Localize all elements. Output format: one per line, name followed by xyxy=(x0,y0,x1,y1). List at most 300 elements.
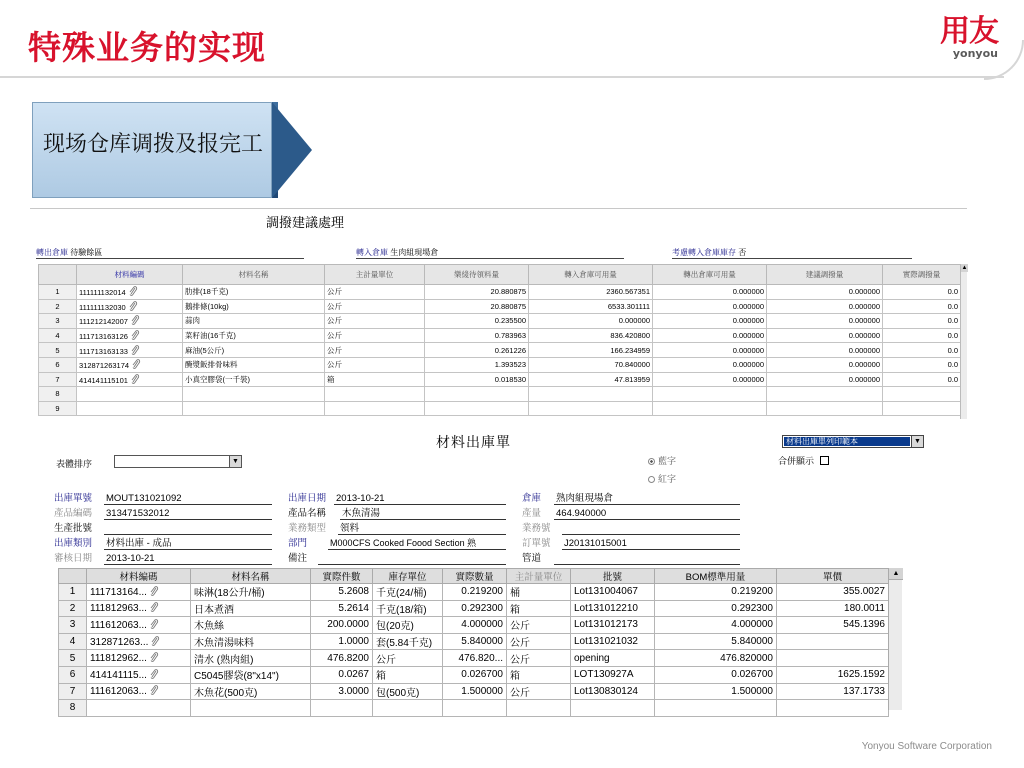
cell-text: 476.8200 xyxy=(327,652,369,664)
table-cell[interactable] xyxy=(325,401,425,416)
table-cell[interactable] xyxy=(653,357,767,372)
table-row[interactable] xyxy=(59,617,889,634)
checkbox-icon[interactable] xyxy=(820,456,829,465)
table-cell[interactable] xyxy=(883,299,961,314)
table-row[interactable] xyxy=(59,650,889,667)
radio-unselected-icon[interactable] xyxy=(648,476,655,483)
column-header[interactable]: 樂綫待領料量 xyxy=(425,265,529,285)
table-cell[interactable] xyxy=(373,617,443,634)
paperclip-icon[interactable] xyxy=(149,586,159,596)
issue-grid-scrollbar[interactable] xyxy=(888,568,902,710)
table-cell[interactable] xyxy=(443,650,507,667)
table-cell[interactable] xyxy=(183,387,325,402)
table-cell[interactable] xyxy=(325,299,425,314)
table-cell[interactable] xyxy=(443,633,507,650)
table-cell[interactable] xyxy=(325,387,425,402)
table-cell[interactable] xyxy=(883,328,961,343)
channel-field[interactable] xyxy=(522,552,541,565)
category-field[interactable] xyxy=(54,537,172,550)
cell-text: 桶 xyxy=(510,588,520,600)
table-cell[interactable] xyxy=(883,314,961,329)
paperclip-icon[interactable] xyxy=(150,636,160,646)
table-cell[interactable] xyxy=(77,314,183,329)
table-cell[interactable] xyxy=(507,650,571,667)
table-cell[interactable] xyxy=(77,357,183,372)
column-header[interactable]: 單價 xyxy=(777,569,889,584)
table-cell[interactable] xyxy=(571,666,655,683)
cell-text: 5.2608 xyxy=(338,586,369,598)
callout-text: 现场仓库调拨及报完工 xyxy=(42,132,263,157)
table-cell[interactable] xyxy=(311,600,373,617)
field-value: M000CFS Cooked Foood Section 熟 xyxy=(328,537,506,550)
row-index xyxy=(59,617,87,634)
radio-red-doc[interactable] xyxy=(648,472,676,485)
column-header[interactable]: 實際數量 xyxy=(443,569,507,584)
column-header[interactable]: 批號 xyxy=(571,569,655,584)
table-cell[interactable] xyxy=(191,666,311,683)
sort-select[interactable] xyxy=(114,455,242,468)
cell-text: 111713164... xyxy=(90,586,147,598)
table-cell[interactable] xyxy=(191,633,311,650)
table-cell[interactable] xyxy=(183,299,325,314)
column-header[interactable]: 轉入倉庫可用量 xyxy=(529,265,653,285)
cell-text: 7 xyxy=(55,374,60,384)
cell-text: 包(500克) xyxy=(376,687,420,699)
field-value: 領料 xyxy=(338,522,506,535)
chevron-down-icon[interactable]: ▼ xyxy=(229,456,241,467)
cell-text: 0.000000 xyxy=(848,316,880,326)
table-cell[interactable] xyxy=(507,683,571,700)
table-row[interactable] xyxy=(59,633,889,650)
table-cell[interactable] xyxy=(311,633,373,650)
table-cell[interactable] xyxy=(425,372,529,387)
table-cell[interactable] xyxy=(87,584,191,601)
table-row[interactable] xyxy=(59,600,889,617)
material-issue-window xyxy=(52,426,921,714)
table-cell[interactable] xyxy=(77,401,183,416)
table-cell[interactable] xyxy=(653,401,767,416)
table-cell[interactable] xyxy=(373,600,443,617)
table-cell[interactable] xyxy=(529,314,653,329)
cell-text: 小真空膠袋(一千裝) xyxy=(185,374,250,384)
table-cell[interactable] xyxy=(767,328,883,343)
field-label: 管道 xyxy=(522,553,542,564)
table-cell[interactable] xyxy=(571,600,655,617)
table-cell[interactable] xyxy=(325,372,425,387)
table-cell[interactable] xyxy=(571,700,655,717)
table-cell[interactable] xyxy=(183,328,325,343)
column-header[interactable]: 實際件數 xyxy=(311,569,373,584)
table-cell[interactable] xyxy=(883,343,961,358)
field-value xyxy=(104,522,272,535)
table-cell[interactable] xyxy=(777,650,889,667)
cell-text: 5.2614 xyxy=(338,602,369,614)
field-label: 考慮轉入倉庫庫存 xyxy=(672,248,736,257)
column-header[interactable]: 實際調撥量 xyxy=(883,265,961,285)
table-row[interactable] xyxy=(39,387,961,402)
radio-selected-icon[interactable] xyxy=(648,458,655,465)
table-cell[interactable] xyxy=(77,299,183,314)
table-cell[interactable] xyxy=(883,357,961,372)
paperclip-icon[interactable] xyxy=(128,286,138,296)
table-cell[interactable] xyxy=(655,666,777,683)
table-cell[interactable] xyxy=(373,683,443,700)
table-cell[interactable] xyxy=(655,600,777,617)
cell-text: 蒜肉 xyxy=(185,316,200,326)
table-cell[interactable] xyxy=(655,584,777,601)
table-cell[interactable] xyxy=(87,700,191,717)
table-cell[interactable] xyxy=(883,372,961,387)
cell-text: Lot131012210 xyxy=(574,602,638,614)
column-header[interactable]: 轉出倉庫可用量 xyxy=(653,265,767,285)
table-cell[interactable] xyxy=(653,343,767,358)
table-cell[interactable] xyxy=(529,285,653,300)
column-header[interactable] xyxy=(59,569,87,584)
company-logo xyxy=(940,16,998,60)
transfer-in-warehouse-field[interactable] xyxy=(356,247,624,259)
paperclip-icon[interactable] xyxy=(149,685,159,695)
table-cell[interactable] xyxy=(655,700,777,717)
table-cell[interactable] xyxy=(191,650,311,667)
table-cell[interactable] xyxy=(191,700,311,717)
table-cell[interactable] xyxy=(653,314,767,329)
table-cell[interactable] xyxy=(443,683,507,700)
table-cell[interactable] xyxy=(767,343,883,358)
column-header[interactable]: 材料編碼 xyxy=(87,569,191,584)
table-cell[interactable] xyxy=(507,666,571,683)
table-cell[interactable] xyxy=(883,401,961,416)
table-cell[interactable] xyxy=(777,666,889,683)
consider-inventory-field[interactable] xyxy=(672,247,912,259)
issue-date-field[interactable] xyxy=(288,492,385,505)
cell-text: 111212142007 xyxy=(79,317,128,327)
table-cell[interactable] xyxy=(311,683,373,700)
cell-text: 0.000000 xyxy=(732,301,764,311)
table-cell[interactable] xyxy=(655,617,777,634)
cell-text: 公斤 xyxy=(510,687,530,699)
table-cell[interactable] xyxy=(777,600,889,617)
field-label: 轉出倉庫 xyxy=(36,248,68,257)
table-cell[interactable] xyxy=(767,401,883,416)
cell-text: 0.0267 xyxy=(338,669,369,681)
cell-text: 0.261226 xyxy=(494,345,526,355)
column-header[interactable]: BOM標準用量 xyxy=(655,569,777,584)
table-row[interactable] xyxy=(39,299,961,314)
table-cell[interactable] xyxy=(87,650,191,667)
batch-field[interactable] xyxy=(54,522,92,535)
field-label: 出庫單號 xyxy=(54,493,93,504)
biz-no-field[interactable] xyxy=(522,522,551,535)
cell-text: 312871263174 xyxy=(79,361,130,371)
table-cell[interactable] xyxy=(767,299,883,314)
cell-text: 2 xyxy=(55,301,60,311)
table-row[interactable] xyxy=(39,401,961,416)
remark-field[interactable] xyxy=(288,552,307,565)
table-cell[interactable] xyxy=(777,683,889,700)
table-cell[interactable] xyxy=(571,683,655,700)
cell-text: 1625.1592 xyxy=(837,669,885,681)
paperclip-icon[interactable] xyxy=(130,330,140,340)
table-cell[interactable] xyxy=(653,299,767,314)
column-header[interactable]: 主計量單位 xyxy=(325,265,425,285)
paperclip-icon[interactable] xyxy=(130,374,140,384)
table-cell[interactable] xyxy=(183,401,325,416)
table-cell[interactable] xyxy=(507,600,571,617)
row-index xyxy=(39,343,77,358)
table-cell[interactable] xyxy=(87,666,191,683)
table-cell[interactable] xyxy=(425,328,529,343)
table-cell[interactable] xyxy=(571,617,655,634)
product-code-field[interactable] xyxy=(54,507,170,520)
table-cell[interactable] xyxy=(653,387,767,402)
logo-main-text: 用友 xyxy=(940,14,998,49)
table-cell[interactable] xyxy=(77,387,183,402)
chevron-down-icon[interactable]: ▼ xyxy=(911,436,923,447)
cell-text: 1.393523 xyxy=(494,360,526,370)
row-index xyxy=(39,401,77,416)
column-header[interactable]: 材料編碼 xyxy=(77,265,183,285)
cell-text: LOT130927A xyxy=(574,669,634,681)
cell-text: 5 xyxy=(55,345,60,355)
table-cell[interactable] xyxy=(767,357,883,372)
table-cell[interactable] xyxy=(425,401,529,416)
cell-text: 1.500000 xyxy=(461,685,503,697)
order-no-field[interactable] xyxy=(522,537,627,550)
merge-display-option[interactable] xyxy=(778,454,829,467)
transfer-out-warehouse-field[interactable] xyxy=(36,247,304,259)
column-header[interactable]: 材料名稱 xyxy=(183,265,325,285)
table-cell[interactable] xyxy=(529,387,653,402)
cell-text: 木魚絲 xyxy=(194,621,224,633)
paperclip-icon[interactable] xyxy=(149,669,159,679)
column-header[interactable]: 庫存單位 xyxy=(373,569,443,584)
table-cell[interactable] xyxy=(87,633,191,650)
table-cell[interactable] xyxy=(443,600,507,617)
cell-text: 0.0 xyxy=(947,360,958,370)
column-header[interactable]: 主計量單位 xyxy=(507,569,571,584)
table-cell[interactable] xyxy=(183,314,325,329)
table-cell[interactable] xyxy=(191,584,311,601)
table-cell[interactable] xyxy=(571,584,655,601)
cell-text: 8 xyxy=(55,389,60,399)
table-cell[interactable] xyxy=(425,299,529,314)
table-cell[interactable] xyxy=(777,617,889,634)
column-header[interactable]: 材料名稱 xyxy=(191,569,311,584)
field-value: 木魚清湯 xyxy=(340,507,506,520)
table-row[interactable] xyxy=(39,328,961,343)
table-cell[interactable] xyxy=(777,584,889,601)
logo-sub-text: yonyou xyxy=(952,47,998,60)
column-header[interactable]: 建議調撥量 xyxy=(767,265,883,285)
table-cell[interactable] xyxy=(183,357,325,372)
table-row[interactable] xyxy=(39,285,961,300)
cell-text: 公斤 xyxy=(510,654,530,666)
table-cell[interactable] xyxy=(325,328,425,343)
cell-text: 6 xyxy=(55,360,60,370)
paperclip-icon[interactable] xyxy=(149,652,159,662)
cell-text: 111713163133 xyxy=(79,346,128,356)
table-row[interactable] xyxy=(59,700,889,717)
audit-date-field[interactable] xyxy=(54,552,155,565)
field-value xyxy=(554,552,740,565)
table-cell[interactable] xyxy=(77,372,183,387)
table-cell[interactable] xyxy=(77,343,183,358)
table-cell[interactable] xyxy=(325,357,425,372)
table-cell[interactable] xyxy=(529,401,653,416)
table-cell[interactable] xyxy=(443,584,507,601)
table-cell[interactable] xyxy=(767,285,883,300)
table-cell[interactable] xyxy=(373,650,443,667)
table-cell[interactable] xyxy=(183,372,325,387)
table-cell[interactable] xyxy=(777,633,889,650)
table-cell[interactable] xyxy=(507,633,571,650)
table-row[interactable] xyxy=(59,683,889,700)
field-label: 業務號 xyxy=(522,523,551,534)
table-cell[interactable] xyxy=(373,700,443,717)
paperclip-icon[interactable] xyxy=(130,345,140,355)
cell-text: 111612063... xyxy=(90,686,147,698)
paperclip-icon[interactable] xyxy=(149,602,159,612)
table-cell[interactable] xyxy=(425,314,529,329)
field-value: 464.940000 xyxy=(554,507,740,520)
table-row[interactable] xyxy=(39,343,961,358)
table-cell[interactable] xyxy=(87,683,191,700)
table-cell[interactable] xyxy=(425,387,529,402)
field-value: 待驗餘區 xyxy=(70,248,103,257)
table-cell[interactable] xyxy=(325,343,425,358)
cell-text: 0.026700 xyxy=(461,669,503,681)
row-index xyxy=(59,633,87,650)
table-cell[interactable] xyxy=(507,700,571,717)
table-cell[interactable] xyxy=(529,299,653,314)
transfer-grid-scrollbar[interactable] xyxy=(960,264,967,419)
cell-text: 0.026700 xyxy=(731,669,773,681)
cell-text: Lot130830124 xyxy=(574,685,638,697)
scroll-up-icon[interactable]: ▲ xyxy=(961,265,968,271)
table-cell[interactable] xyxy=(425,343,529,358)
table-cell[interactable] xyxy=(571,650,655,667)
transfer-suggestion-window xyxy=(30,208,967,418)
table-cell[interactable] xyxy=(311,617,373,634)
cell-text: 0.018530 xyxy=(494,374,526,384)
doc-no-field[interactable] xyxy=(54,492,182,505)
table-cell[interactable] xyxy=(529,328,653,343)
table-cell[interactable] xyxy=(77,328,183,343)
paperclip-icon[interactable] xyxy=(149,619,159,629)
cell-text: 0.000000 xyxy=(848,374,880,384)
print-template-select[interactable] xyxy=(782,435,924,448)
table-cell[interactable] xyxy=(571,633,655,650)
paperclip-icon[interactable] xyxy=(131,359,141,369)
dept-field[interactable] xyxy=(288,537,477,550)
table-cell[interactable] xyxy=(443,700,507,717)
issue-detail-grid xyxy=(58,568,889,717)
table-cell[interactable] xyxy=(529,372,653,387)
table-cell[interactable] xyxy=(325,314,425,329)
cell-text: 箱 xyxy=(327,374,335,384)
table-cell[interactable] xyxy=(373,633,443,650)
table-row[interactable] xyxy=(59,584,889,601)
table-cell[interactable] xyxy=(87,600,191,617)
print-template-value: 材料出庫單列印範本 xyxy=(784,437,910,446)
table-cell[interactable] xyxy=(653,328,767,343)
table-cell[interactable] xyxy=(767,387,883,402)
table-cell[interactable] xyxy=(425,357,529,372)
table-cell[interactable] xyxy=(655,683,777,700)
table-cell[interactable] xyxy=(373,584,443,601)
table-cell[interactable] xyxy=(443,617,507,634)
table-cell[interactable] xyxy=(777,700,889,717)
table-cell[interactable] xyxy=(883,285,961,300)
paperclip-icon[interactable] xyxy=(128,301,138,311)
row-index xyxy=(39,372,77,387)
cell-text: 公斤 xyxy=(327,316,342,326)
table-cell[interactable] xyxy=(529,343,653,358)
table-cell[interactable] xyxy=(87,617,191,634)
warehouse-field[interactable] xyxy=(522,492,614,505)
biz-type-field[interactable] xyxy=(288,522,360,535)
radio-blue-doc[interactable] xyxy=(648,454,676,467)
table-row[interactable] xyxy=(39,357,961,372)
product-name-field[interactable] xyxy=(288,507,381,520)
table-row[interactable] xyxy=(39,314,961,329)
table-cell[interactable] xyxy=(311,584,373,601)
table-cell[interactable] xyxy=(529,357,653,372)
table-cell[interactable] xyxy=(425,285,529,300)
cell-text: 111111132014 xyxy=(79,288,126,298)
column-header[interactable] xyxy=(39,265,77,285)
table-cell[interactable] xyxy=(191,683,311,700)
table-cell[interactable] xyxy=(191,617,311,634)
cell-text: 0.219200 xyxy=(461,586,503,598)
table-cell[interactable] xyxy=(655,633,777,650)
table-cell[interactable] xyxy=(311,700,373,717)
table-cell[interactable] xyxy=(325,285,425,300)
table-row[interactable] xyxy=(59,666,889,683)
table-cell[interactable] xyxy=(443,666,507,683)
cell-text: 日本煮酒 xyxy=(194,604,234,616)
cell-text: 0.292300 xyxy=(731,602,773,614)
table-cell[interactable] xyxy=(883,387,961,402)
table-cell[interactable] xyxy=(767,372,883,387)
cell-text: Lot131012173 xyxy=(574,619,638,631)
table-cell[interactable] xyxy=(653,372,767,387)
issue-grid-header xyxy=(59,569,889,584)
cell-text: 包(20克) xyxy=(376,621,414,633)
cell-text: 3 xyxy=(69,619,76,631)
table-cell[interactable] xyxy=(767,314,883,329)
table-cell[interactable] xyxy=(191,600,311,617)
table-cell[interactable] xyxy=(373,666,443,683)
output-field[interactable] xyxy=(522,507,607,520)
paperclip-icon[interactable] xyxy=(130,315,140,325)
table-cell[interactable] xyxy=(653,285,767,300)
cell-text: 麻油(5公斤) xyxy=(185,345,225,355)
table-row[interactable] xyxy=(39,372,961,387)
table-cell[interactable] xyxy=(183,343,325,358)
table-cell[interactable] xyxy=(655,650,777,667)
table-cell[interactable] xyxy=(311,650,373,667)
cell-text: 箱 xyxy=(510,671,520,683)
table-cell[interactable] xyxy=(507,617,571,634)
table-cell[interactable] xyxy=(77,285,183,300)
table-cell[interactable] xyxy=(183,285,325,300)
cell-text: 5.840000 xyxy=(461,636,503,648)
table-cell[interactable] xyxy=(507,584,571,601)
scroll-up-icon[interactable]: ▲ xyxy=(889,568,903,580)
cell-text: 6533.301111 xyxy=(607,301,650,311)
table-cell[interactable] xyxy=(311,666,373,683)
